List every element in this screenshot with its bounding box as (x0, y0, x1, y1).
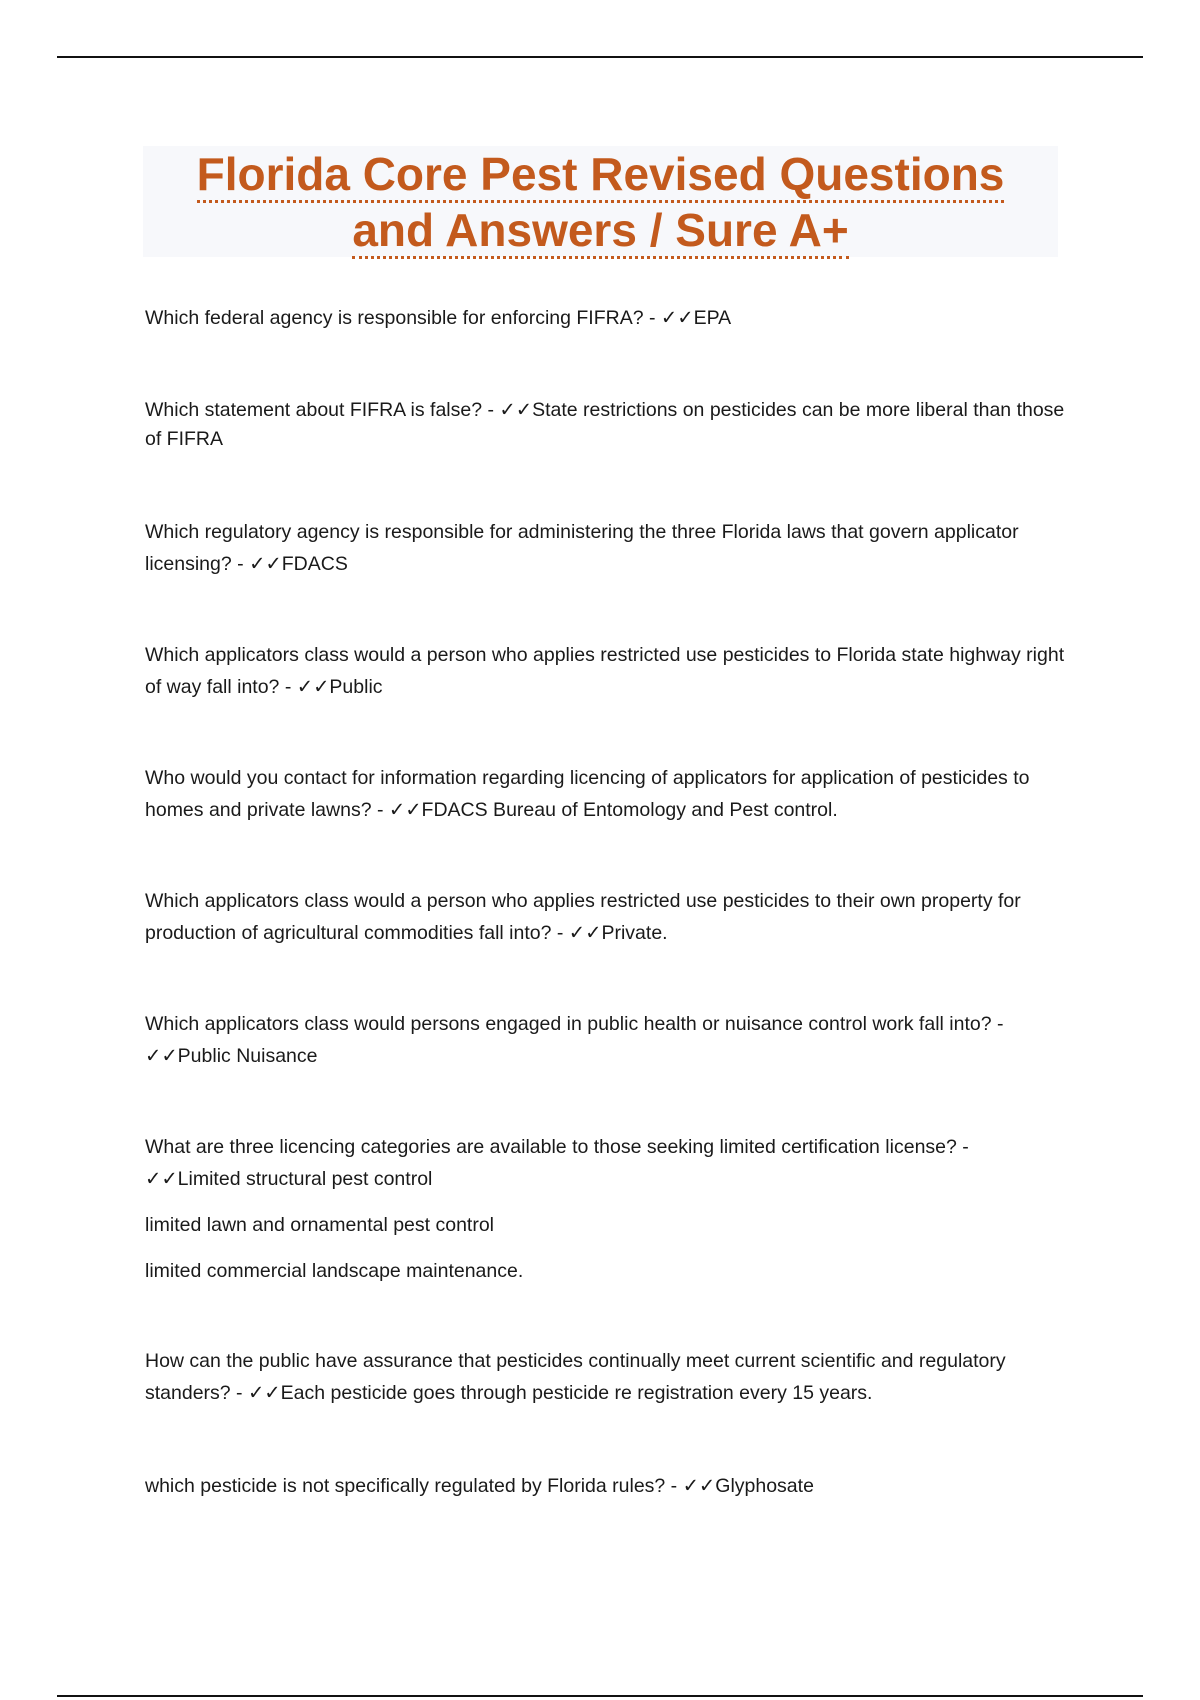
answer-text: ✓✓State restrictions on pesticides can be more liberal than those of FIFRA (145, 399, 1065, 450)
title-text-2: and Answers / Sure A+ (352, 204, 848, 259)
question-text: How can the public have assurance that pesticides continually meet current scientific and regulatory standers? - (145, 1350, 1006, 1404)
qa-item (145, 762, 1065, 826)
answer-continuation: limited lawn and ornamental pest control (145, 1214, 495, 1236)
footer-rule (57, 1695, 1143, 1697)
qa-item (145, 1470, 1065, 1502)
answer-text: ✓✓FDACS Bureau of Entomology and Pest control. (388, 799, 838, 821)
answer-text: ✓✓Glyphosate (682, 1475, 814, 1497)
question-text: Which federal agency is responsible for enforcing FIFRA? - (145, 307, 661, 329)
answer-text: ✓✓Each pesticide goes through pesticide re registration every 15 years. (247, 1382, 873, 1404)
qa-item (145, 1131, 1065, 1195)
answer-text: ✓✓FDACS (249, 553, 348, 575)
question-text: Which statement about FIFRA is false? - (145, 399, 500, 421)
qa-item (145, 302, 1065, 334)
header-rule (57, 56, 1143, 58)
title-line-1 (143, 146, 1058, 202)
answer-text: ✓✓Public Nuisance (145, 1045, 318, 1067)
answer-text: ✓✓Public (296, 676, 383, 698)
answer-text: ✓✓EPA (660, 307, 732, 329)
question-text: Which applicators class would a person who applies restricted use pesticides to their own property for production of agricultural commodities fall into? - (145, 890, 1021, 944)
question-text: Which regulatory agency is responsible for administering the three Florida laws that govern applicator licensing? - (145, 521, 1019, 575)
question-text: Who would you contact for information regarding licencing of applicators for application of pesticides to homes and private lawns? - (145, 767, 1030, 821)
qa-item (145, 885, 1065, 949)
question-text: Which applicators class would a person who applies restricted use pesticides to Florida state highway right of way fall into? - (145, 644, 1065, 698)
qa-item (145, 1345, 1065, 1409)
question-text: What are three licencing categories are available to those seeking limited certification license? - (145, 1136, 969, 1158)
answer-text: ✓✓Limited structural pest control (145, 1168, 433, 1190)
qa-item (145, 516, 1065, 580)
title-text-1: Florida Core Pest Revised Questions (197, 148, 1005, 203)
qa-item (145, 396, 1065, 454)
qa-item (145, 1008, 1065, 1072)
answer-continuation: limited commercial landscape maintenance. (145, 1260, 524, 1282)
title-banner (143, 146, 1058, 257)
answer-text: ✓✓Private. (568, 922, 668, 944)
question-text: which pesticide is not specifically regulated by Florida rules? - (145, 1475, 683, 1497)
qa-item (145, 639, 1065, 703)
question-text: Which applicators class would persons engaged in public health or nuisance control work fall into? - (145, 1013, 1004, 1035)
title-line-2 (143, 202, 1058, 258)
